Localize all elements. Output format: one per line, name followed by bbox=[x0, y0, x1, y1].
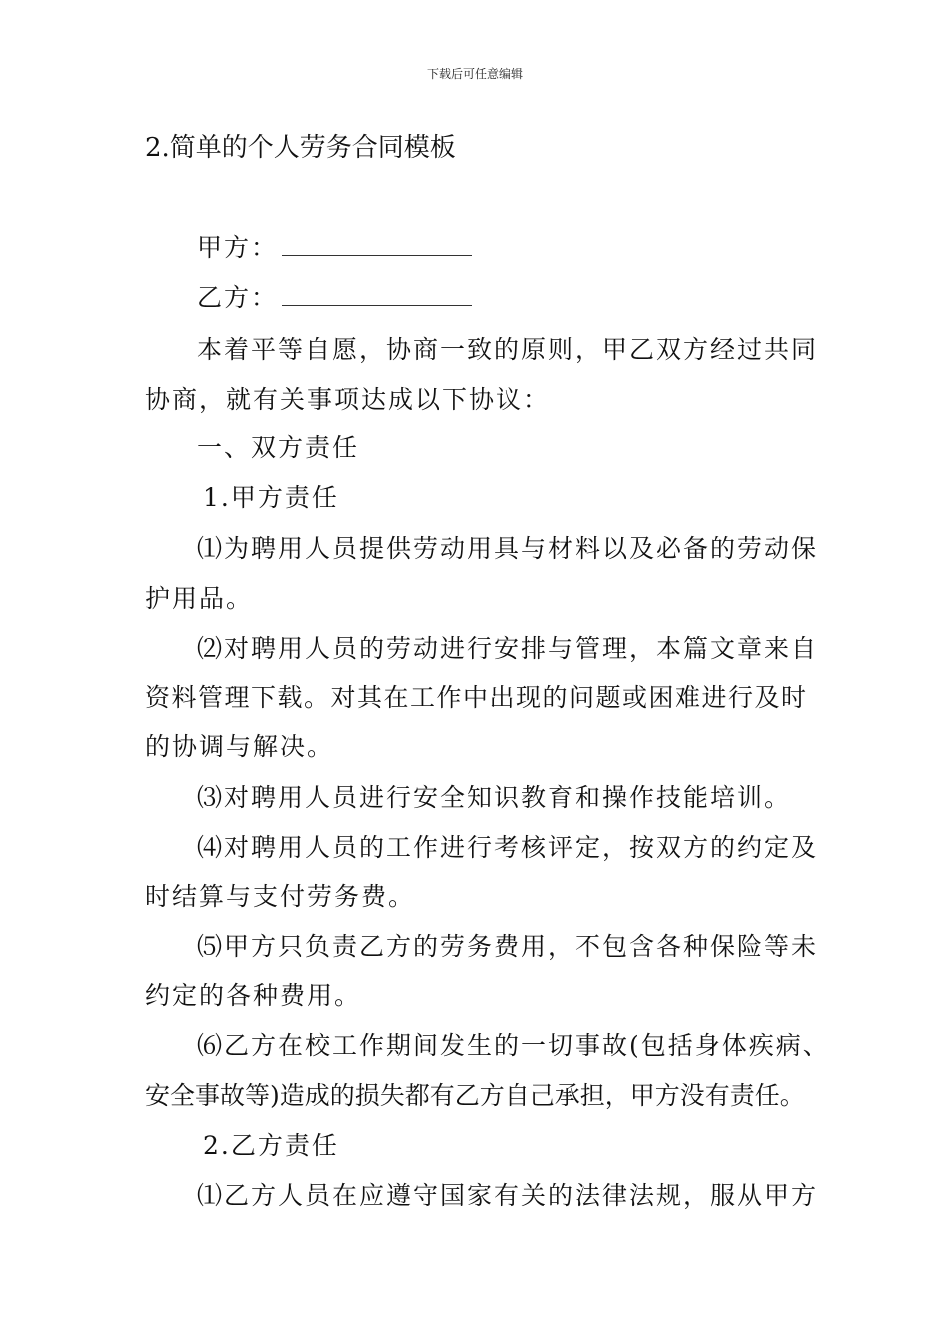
paragraph-line: 协商，就有关事项达成以下协议： bbox=[145, 385, 551, 414]
party-b-label: 乙方： bbox=[197, 283, 279, 312]
paragraph-line: ⑵对聘用人员的劳动进行安排与管理，本篇文章来自 bbox=[197, 634, 819, 663]
paragraph-line: ⑸甲方只负责乙方的劳务费用，不包含各种保险等未 bbox=[197, 932, 819, 961]
paragraph-line: 的协调与解决。 bbox=[145, 732, 335, 761]
paragraph-line: 约定的各种费用。 bbox=[145, 981, 362, 1010]
paragraph-line: ⑹乙方在校工作期间发生的一切事故(包括身体疾病、 bbox=[197, 1031, 830, 1060]
paragraph-line: 安全事故等)造成的损失都有乙方自己承担，甲方没有责任。 bbox=[145, 1081, 805, 1110]
header-note: 下载后可任意编辑 bbox=[426, 67, 523, 81]
paragraph-line: ⑴乙方人员在应遵守国家有关的法律法规，服从甲方 bbox=[197, 1181, 819, 1210]
paragraph-line: 护用品。 bbox=[145, 584, 254, 613]
paragraph-line: ⑴为聘用人员提供劳动用具与材料以及必备的劳动保 bbox=[197, 534, 819, 563]
subsection-heading: 1.甲方责任 bbox=[203, 483, 339, 512]
party-a-line bbox=[145, 230, 862, 266]
paragraph-line: 时结算与支付劳务费。 bbox=[145, 882, 416, 911]
paragraph-line: ⑶对聘用人员进行安全知识教育和操作技能培训。 bbox=[197, 783, 792, 812]
party-b-blank bbox=[282, 283, 472, 306]
party-a-label: 甲方： bbox=[197, 233, 279, 262]
section-heading: 一、双方责任 bbox=[197, 433, 360, 462]
paragraph-line: 本着平等自愿，协商一致的原则，甲乙双方经过共同 bbox=[197, 335, 819, 364]
paragraph-line: 资料管理下载。对其在工作中出现的问题或困难进行及时 bbox=[145, 683, 808, 712]
party-a-blank bbox=[282, 233, 472, 256]
document-title: 2.简单的个人劳务合同模板 bbox=[145, 133, 456, 163]
paragraph-line: ⑷对聘用人员的工作进行考核评定，按双方的约定及 bbox=[197, 833, 819, 862]
subsection-heading: 2.乙方责任 bbox=[203, 1131, 339, 1160]
party-b-line bbox=[145, 280, 862, 316]
